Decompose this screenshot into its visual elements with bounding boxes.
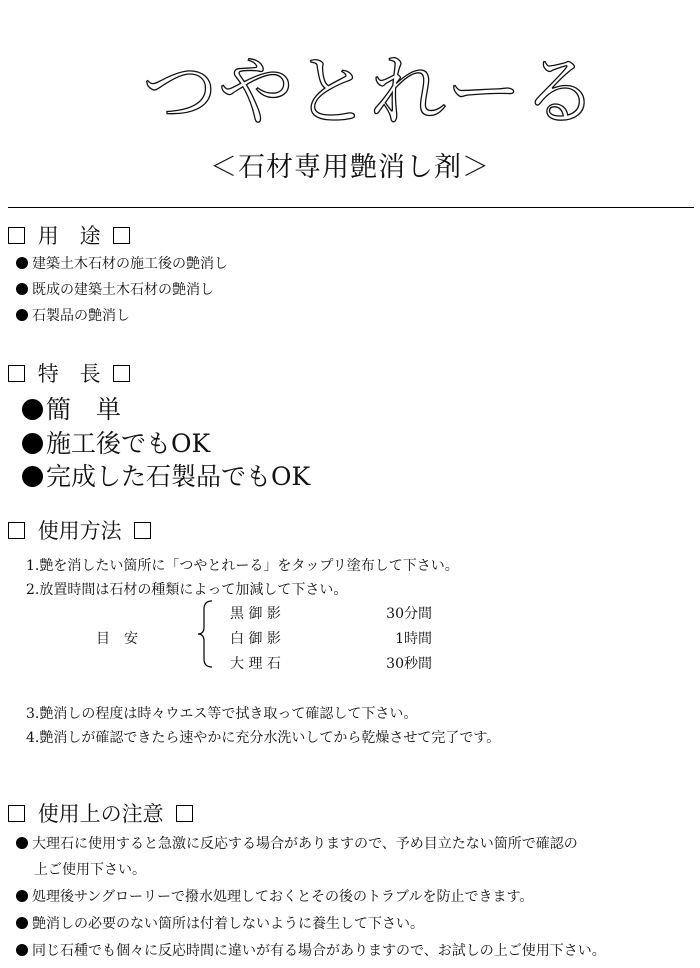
method-step: 4.艶消しが確認できたら速やかに充分水洗いしてから乾燥させて完了です。: [26, 730, 501, 746]
usage-heading: [8, 220, 130, 250]
usage-heading-text: 用 途: [37, 224, 101, 248]
bullet-icon: [22, 466, 43, 487]
caution-item: 処理後サングローリーで撥水処理しておくとその後のトラブルを防止できます。: [16, 886, 533, 906]
usage-item: 建築土木石材の施工後の艶消し: [16, 253, 228, 273]
guide-time: 30秒間: [386, 656, 432, 672]
bullet-icon: [22, 433, 43, 454]
feature-item: 完成した石製品でもOK: [22, 457, 310, 493]
guide-label: 目 安: [96, 631, 138, 647]
square-icon: [113, 227, 130, 244]
features-heading: [8, 358, 130, 388]
method-step: 2.放置時間は石材の種類によって加減して下さい。: [26, 582, 348, 598]
bullet-icon: [16, 890, 28, 902]
square-icon: [176, 805, 193, 822]
guide-stone: 大 理 石: [230, 656, 281, 672]
guide-stone: 黒 御 影: [230, 606, 281, 622]
divider: [8, 207, 694, 208]
cautions-heading-text: 使用上の注意: [37, 802, 164, 826]
guide-time: 1時間: [395, 631, 432, 647]
method-step: 3.艶消しの程度は時々ウエス等で拭き取って確認して下さい。: [26, 706, 418, 722]
usage-item: 石製品の艶消し: [16, 305, 130, 325]
bullet-icon: [16, 257, 28, 269]
bullet-icon: [16, 283, 28, 295]
usage-item: 既成の建築土木石材の艶消し: [16, 279, 214, 299]
square-icon: [8, 227, 25, 244]
feature-item: 施工後でもOK: [22, 424, 210, 460]
product-subtitle: ＜石材専用艶消し剤＞: [210, 152, 490, 183]
cautions-heading: [8, 798, 193, 828]
caution-item: 艶消しの必要のない箇所は付着しないように養生して下さい。: [16, 913, 424, 933]
bullet-icon: [16, 837, 28, 849]
bullet-icon: [22, 399, 43, 420]
guide-stone: 白 御 影: [230, 631, 281, 647]
caution-item: 同じ石種でも個々に反応時間に違いが有る場合がありますので、お試しの上ご使用下さい。: [16, 940, 606, 960]
method-heading: [8, 515, 151, 545]
feature-item: 簡 単: [22, 390, 121, 426]
brace-icon: [196, 599, 216, 669]
guide-time: 30分間: [386, 606, 432, 622]
square-icon: [8, 522, 25, 539]
square-icon: [134, 522, 151, 539]
bullet-icon: [16, 309, 28, 321]
square-icon: [8, 805, 25, 822]
caution-item-continued: 上ご使用下さい。: [34, 862, 146, 878]
product-title: つやとれーる: [142, 47, 598, 136]
product-title-logo: [142, 30, 598, 140]
features-heading-text: 特 長: [37, 362, 101, 386]
caution-item: 大理石に使用すると急激に反応する場合がありますので、予め目立たない箇所で確認の: [16, 833, 578, 853]
method-step: 1.艶を消したい箇所に「つやとれーる」をタップリ塗布して下さい。: [26, 558, 459, 574]
square-icon: [113, 365, 130, 382]
method-heading-text: 使用方法: [37, 519, 122, 543]
bullet-icon: [16, 917, 28, 929]
square-icon: [8, 365, 25, 382]
bullet-icon: [16, 944, 28, 956]
